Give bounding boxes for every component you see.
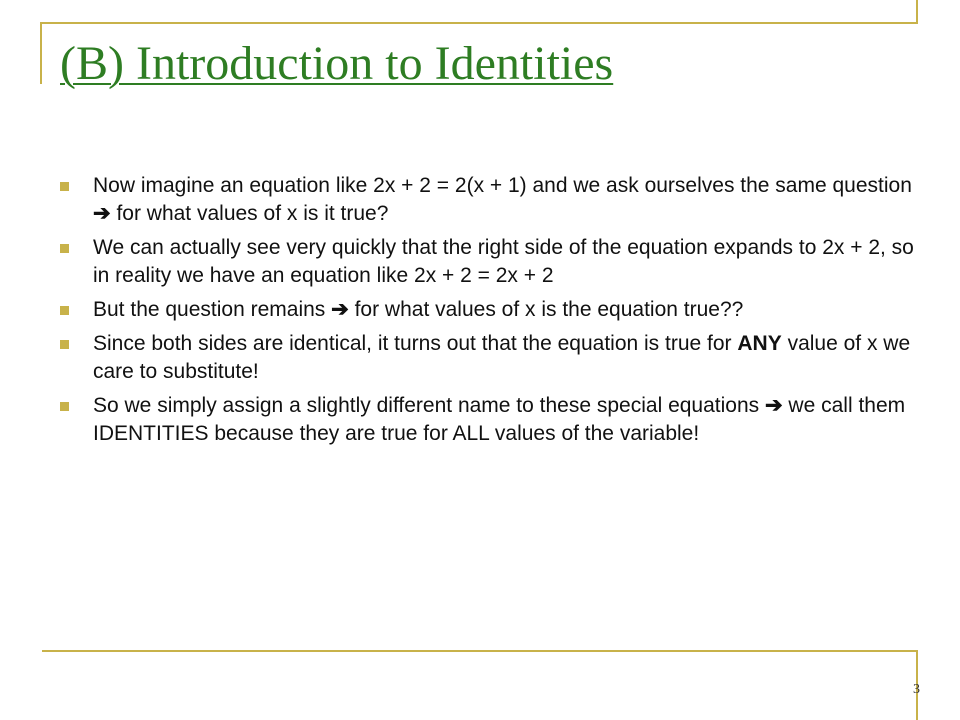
square-bullet-icon bbox=[60, 182, 69, 191]
frame-left-line bbox=[40, 22, 42, 84]
bullet-text: Now imagine an equation like 2x + 2 = 2(x + 1) and we ask ourselves the same question bbox=[93, 174, 912, 197]
bullet-text: for what values of x is the equation true?? bbox=[348, 298, 744, 321]
bullet-list bbox=[60, 172, 920, 454]
bullet-text: for what values of x is it true? bbox=[110, 202, 389, 225]
square-bullet-icon bbox=[60, 244, 69, 253]
slide-title: (B) Introduction to Identities bbox=[60, 37, 614, 90]
right-arrow-icon: ➔ bbox=[764, 394, 783, 417]
square-bullet-icon bbox=[60, 340, 69, 349]
square-bullet-icon bbox=[60, 306, 69, 315]
bullet-text: value of x we care to substitute! bbox=[93, 332, 911, 383]
bullet-text: We can actually see very quickly that the right side of the equation expands to 2x + 2, so in reality we have an equation like 2x + 2 = 2x + 2 bbox=[93, 236, 914, 287]
frame-right-line bbox=[916, 0, 918, 24]
frame-top-line bbox=[42, 22, 918, 24]
page-number: 3 bbox=[913, 682, 920, 697]
bullet-text: we call them IDENTITIES because they are true for ALL values of the variable! bbox=[93, 394, 906, 445]
bullet-item bbox=[60, 234, 920, 290]
bullet-text: So we simply assign a slightly different name to these special equations bbox=[93, 394, 765, 417]
bullet-text: But the question remains bbox=[93, 298, 332, 321]
bullet-text: Since both sides are identical, it turns out that the equation is true for bbox=[93, 332, 738, 355]
bullet-item bbox=[60, 330, 920, 386]
square-bullet-icon bbox=[60, 402, 69, 411]
frame-bottom-line bbox=[42, 650, 918, 652]
bullet-item bbox=[60, 172, 920, 228]
emphasis-text: ANY bbox=[737, 332, 782, 355]
right-arrow-icon: ➔ bbox=[331, 298, 349, 321]
bullet-item bbox=[60, 392, 920, 448]
right-arrow-icon: ➔ bbox=[93, 202, 111, 225]
bullet-item bbox=[60, 296, 920, 324]
